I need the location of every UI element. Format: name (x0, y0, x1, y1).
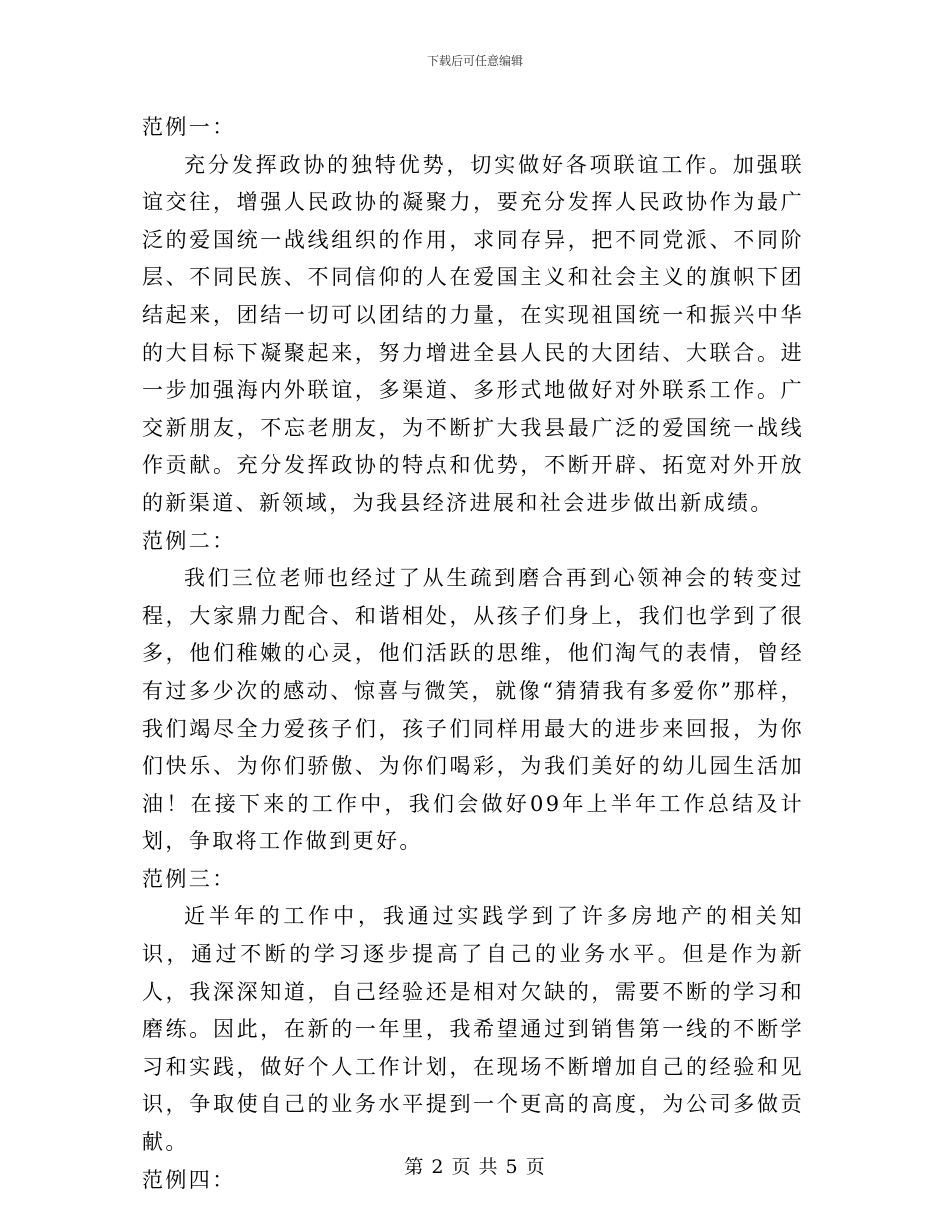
page-header: 下载后可任意编辑 (426, 54, 523, 68)
section-paragraph-2: 我们三位老师也经过了从生疏到磨合再到心领神会的转变过程，大家鼎力配合、和谐相处，从孩子们身上，我们也学到了很多，他们稚嫩的心灵，他们活跃的思维，他们淘气的表情，曾经有过多少次的感动、惊喜与微笑，就像“猜猜我有多爱你”那样，我们竭尽全力爱孩子们，孩子们同样用最大的进步来回报，为你们快乐、为你们骄傲、为你们喝彩，为我们美好的幼儿园生活加油！在接下来的工作中，我们会做好09年上半年工作总结及计划，争取将工作做到更好。 (142, 566, 804, 854)
section-paragraph-1: 充分发挥政协的独特优势，切实做好各项联谊工作。加强联谊交往，增强人民政协的凝聚力，要充分发挥人民政协作为最广泛的爱国统一战线组织的作用，求同存异，把不同党派、不同阶层、不同民族、不同信仰的人在爱国主义和社会主义的旗帜下团结起来，团结一切可以团结的力量，在实现祖国统一和振兴中华的大目标下凝聚起来，努力增进全县人民的大团结、大联合。进一步加强海内外联谊，多渠道、多形式地做好对外联系工作。广交新朋友，不忘老朋友，为不断扩大我县最广泛的爱国统一战线作贡献。充分发挥政协的特点和优势，不断开辟、拓宽对外开放的新渠道、新领域，为我县经济进展和社会进步做出新成绩。 (142, 152, 804, 515)
document-body (142, 109, 804, 1199)
section-heading-1: 范例一： (142, 115, 236, 139)
section-heading-4: 范例四： (142, 1167, 236, 1192)
section-heading-2: 范例二： (142, 528, 236, 553)
section-heading-3: 范例三： (142, 866, 236, 891)
section-paragraph-3: 近半年的工作中，我通过实践学到了许多房地产的相关知识，通过不断的学习逐步提高了自己的业务水平。但是作为新人，我深深知道，自己经验还是相对欠缺的，需要不断的学习和磨练。因此，在新的一年里，我希望通过到销售第一线的不断学习和实践，做好个人工作计划，在现场不断增加自己的经验和见识，争取使自己的业务水平提到一个更高的高度，为公司多做贡献。 (142, 904, 804, 1155)
page-footer: 第 2 页 共 5 页 (404, 1156, 546, 1178)
